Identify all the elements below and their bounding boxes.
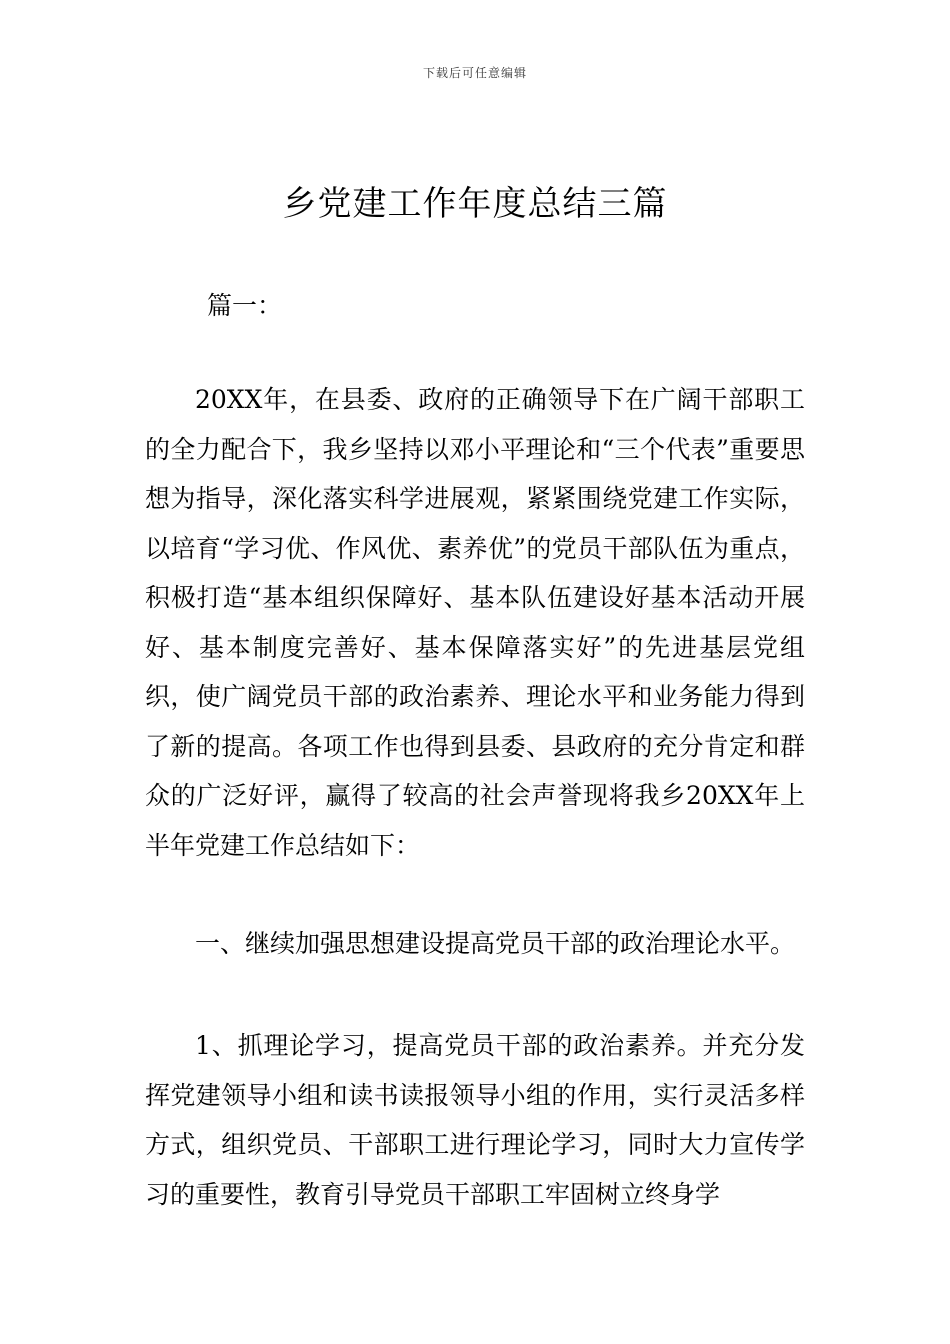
section-heading: 一、继续加强思想建设提高党员干部的政治理论水平。 [195, 929, 796, 958]
section-label: 篇一： [207, 291, 283, 320]
list-item-paragraph: 1、抓理论学习，提高党员干部的政治素养。并充分发挥党建领导小组和读书读报领导小组的作用，实行灵活多样方式，组织党员、干部职工进行理论学习，同时大力宣传学习的重要性，教育引导党员干部职工牢固树立终身学 [145, 1031, 805, 1209]
intro-paragraph: 20XX年，在县委、政府的正确领导下在广阔干部职工的全力配合下，我乡坚持以邓小平理论和“三个代表”重要思想为指导，深化落实科学进展观，紧紧围绕党建工作实际，以培育“学习优、作风优、素养优”的党员干部队伍为重点，积极打造“基本组织保障好、基本队伍建设好基本活动开展好、基本制度完善好、基本保障落实好”的先进基层党组织，使广阔党员干部的政治素养、理论水平和业务能力得到了新的提高。各项工作也得到县委、县政府的充分肯定和群众的广泛好评，赢得了较高的社会声誉现将我乡20XX年上半年党建工作总结如下： [145, 385, 805, 860]
header-note: 下载后可任意编辑 [422, 66, 527, 80]
document-title: 乡党建工作年度总结三篇 [282, 184, 668, 224]
